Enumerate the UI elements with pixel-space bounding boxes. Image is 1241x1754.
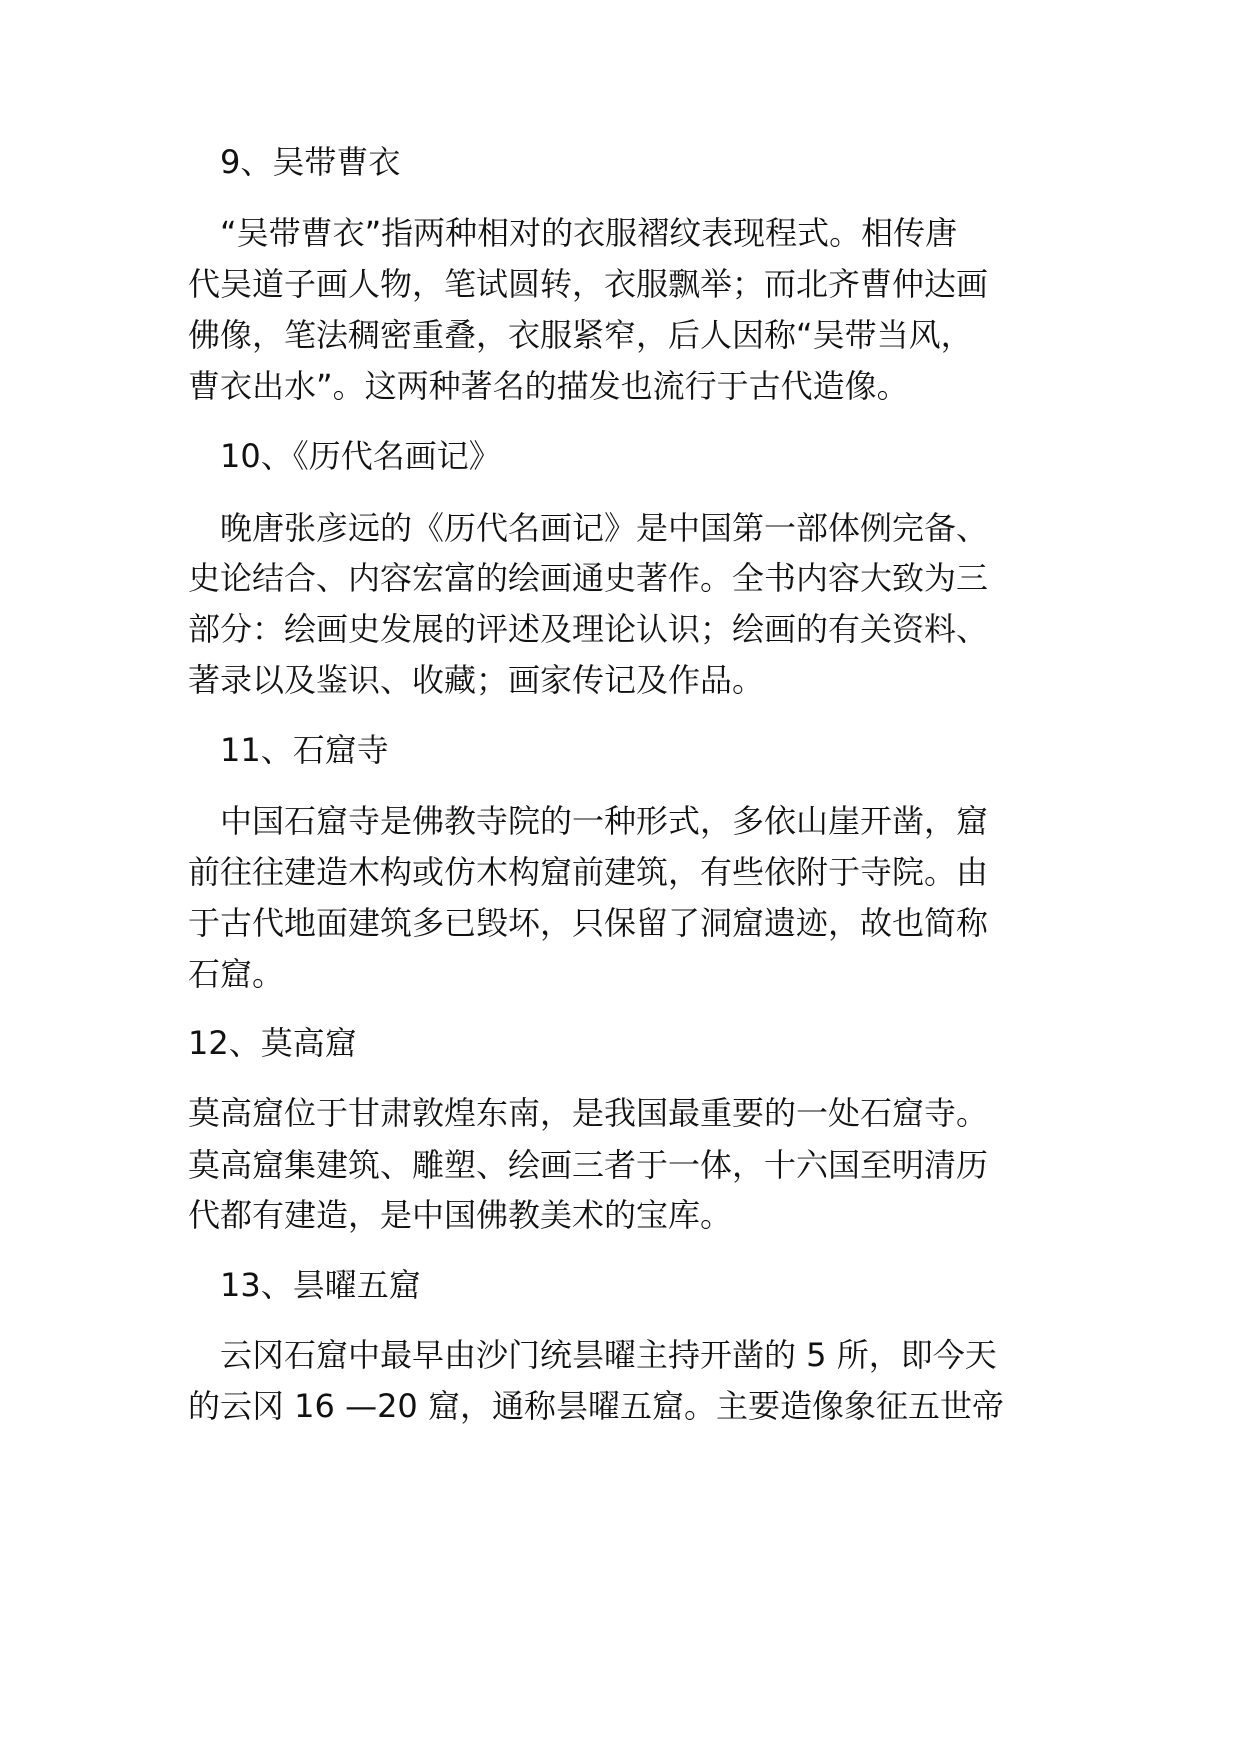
section-10-line-4: 著录以及鉴识、收藏；画家传记及作品。 xyxy=(188,661,765,699)
section-12-line-3: 代都有建造，是中国佛教美术的宝库。 xyxy=(188,1196,733,1234)
section-12-line-2: 莫高窟集建筑、雕塑、绘画三者于一体，十六国至明清历 xyxy=(188,1146,989,1184)
section-10-line-2: 史论结合、内容宏富的绘画通史著作。全书内容大致为三 xyxy=(188,559,989,597)
section-9-line-1: “吴带曹衣”指两种相对的衣服褶纹表现程式。相传唐 xyxy=(188,214,958,252)
section-9-line-3: 佛像，笔法稠密重叠，衣服紧窄，后人因称“吴带当风， xyxy=(188,316,973,354)
section-13-line-1: 云冈石窟中最早由沙门统昙曜主持开凿的 5 所，即今天 xyxy=(188,1336,997,1374)
section-10-line-1: 晚唐张彦远的《历代名画记》是中国第一部体例完备、 xyxy=(188,509,989,547)
section-11-line-4: 石窟。 xyxy=(188,955,285,993)
section-9-line-2: 代吴道子画人物，笔试圆转，衣服飘举；而北齐曹仲达画 xyxy=(188,265,989,303)
section-heading-11: 11、石窟寺 xyxy=(188,731,389,769)
section-heading-13: 13、昙曜五窟 xyxy=(188,1266,421,1304)
section-12-line-1: 莫高窟位于甘肃敦煌东南，是我国最重要的一处石窟寺。 xyxy=(188,1094,989,1132)
section-10-line-3: 部分：绘画史发展的评述及理论认识；绘画的有关资料、 xyxy=(188,610,989,648)
section-heading-12: 12、莫高窟 xyxy=(188,1024,357,1062)
section-11-line-3: 于古代地面建筑多已毁坏，只保留了洞窟遗迹，故也简称 xyxy=(188,904,989,942)
section-11-line-2: 前往往建造木构或仿木构窟前建筑，有些依附于寺院。由 xyxy=(188,853,989,891)
section-11-line-1: 中国石窟寺是佛教寺院的一种形式，多依山崖开凿，窟 xyxy=(188,802,989,840)
section-13-line-2: 的云冈 16 —20 窟，通称昙曜五窟。主要造像象征五世帝 xyxy=(188,1387,1004,1425)
section-9-line-4: 曹衣出水”。这两种著名的描发也流行于古代造像。 xyxy=(188,367,909,405)
section-heading-9: 9、吴带曹衣 xyxy=(188,143,401,181)
section-heading-10: 10、《历代名画记》 xyxy=(188,437,501,475)
